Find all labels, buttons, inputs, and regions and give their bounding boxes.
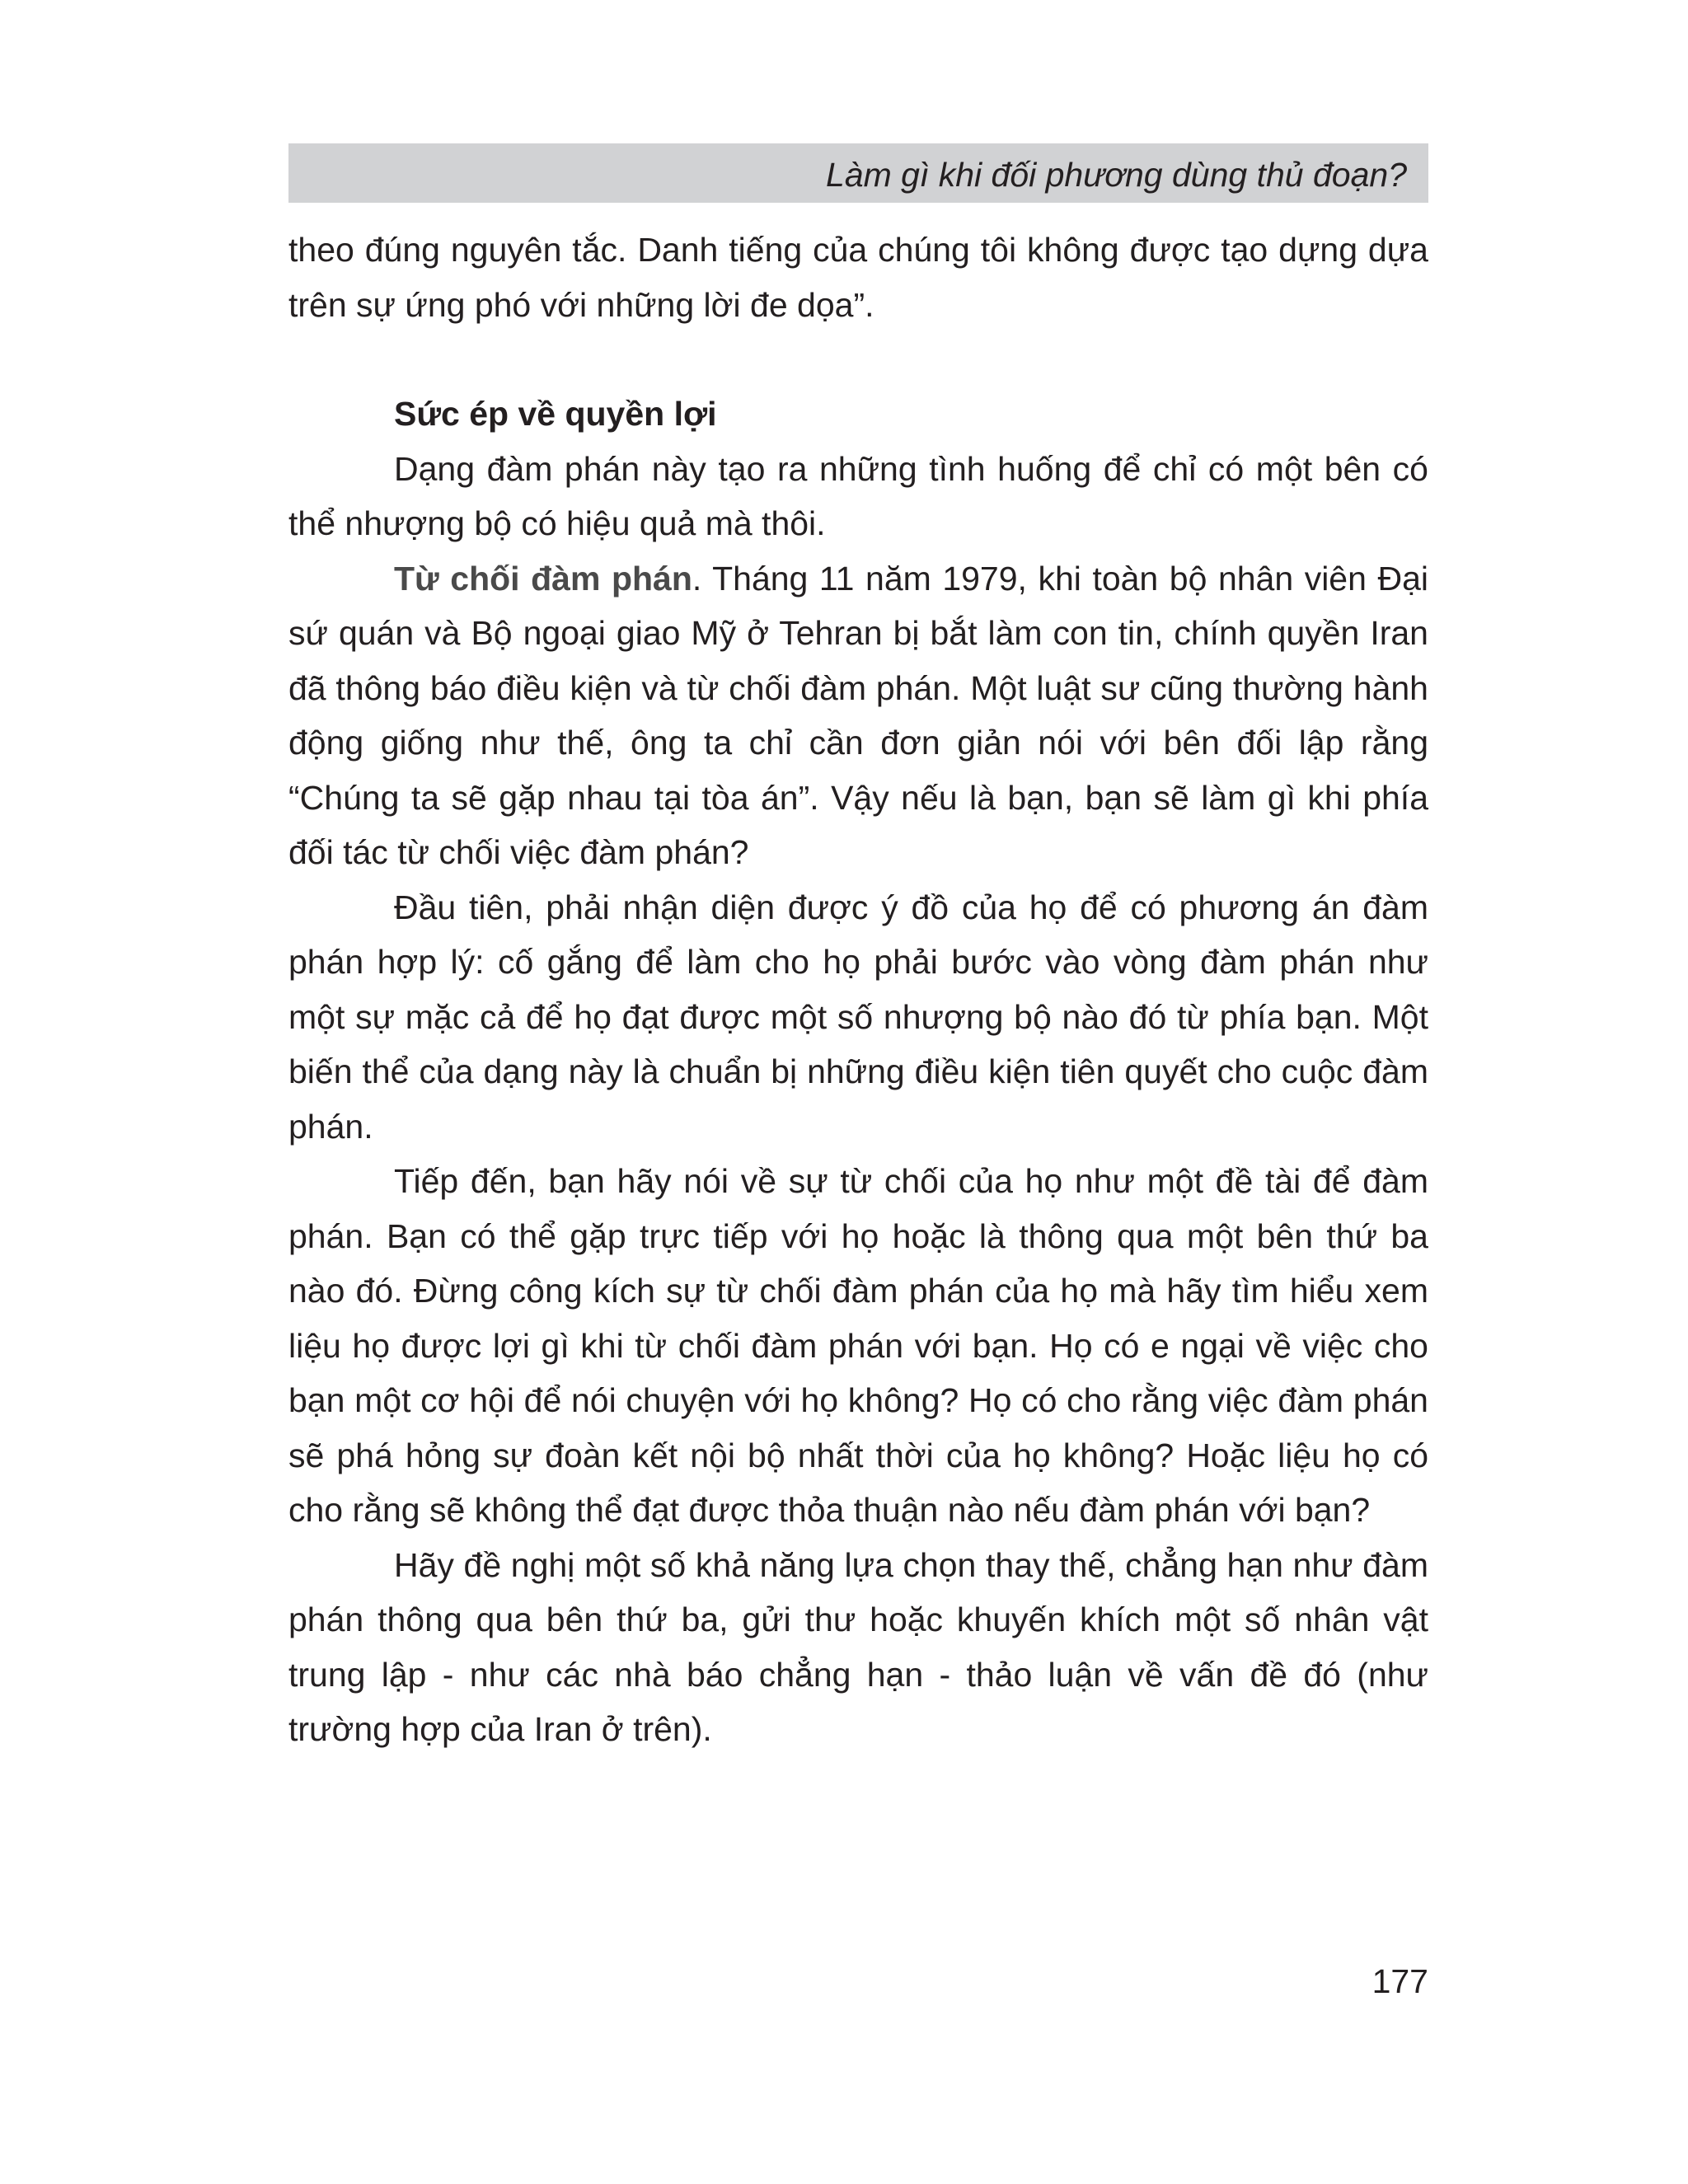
lead-paragraph: theo đúng nguyên tắc. Danh tiếng của chúng tôi không được tạo dựng dựa trên sự ứng phó với những lời đe dọa”. bbox=[288, 231, 1428, 324]
paragraph-5: Hãy đề nghị một số khả năng lựa chọn thay thế, chẳng hạn như đàm phán thông qua bên thứ ba, gửi thư hoặc khuyến khích một số nhân vật trung lập - như các nhà báo chẳng hạn - thảo luận về vấn đề đó (như trường hợp của Iran ở trên). bbox=[288, 1545, 1428, 1748]
page-number: 177 bbox=[1372, 1962, 1428, 2000]
paragraph-2 bbox=[288, 551, 1428, 880]
paragraph-2-text: . Tháng 11 năm 1979, khi toàn bộ nhân viên Đại sứ quán và Bộ ngoại giao Mỹ ở Tehran bị bắt làm con tin, chính quyền Iran đã thông báo điều kiện và từ chối đàm phán. Một luật sư cũng thường hành động giống như thế, ông ta chỉ cần đơn giản nói với bên đối lập rằng “Chúng ta sẽ gặp nhau tại tòa án”. Vậy nếu là bạn, bạn sẽ làm gì khi phía đối tác từ chối việc đàm phán? bbox=[288, 559, 1428, 871]
page-body bbox=[288, 223, 1428, 1757]
running-header-title: Làm gì khi đối phương dùng thủ đoạn? bbox=[825, 156, 1407, 194]
running-header bbox=[288, 143, 1428, 203]
paragraph-1: Dạng đàm phán này tạo ra những tình huống để chỉ có một bên có thể nhượng bộ có hiệu quả mà thôi. bbox=[288, 449, 1428, 542]
section-heading: Sức ép về quyền lợi bbox=[394, 395, 717, 433]
run-in-heading: Từ chối đàm phán bbox=[394, 559, 692, 598]
paragraph-3: Đầu tiên, phải nhận diện được ý đồ của họ để có phương án đàm phán hợp lý: cố gắng để làm cho họ phải bước vào vòng đàm phán như một sự mặc cả để họ đạt được một số nhượng bộ nào đó từ phía bạn. Một biến thể của dạng này là chuẩn bị những điều kiện tiên quyết cho cuộc đàm phán. bbox=[288, 888, 1428, 1146]
paragraph-4: Tiếp đến, bạn hãy nói về sự từ chối của họ như một đề tài để đàm phán. Bạn có thể gặp trực tiếp với họ hoặc là thông qua một bên thứ ba nào đó. Đừng công kích sự từ chối đàm phán của họ mà hãy tìm hiểu xem liệu họ được lợi gì khi từ chối đàm phán với bạn. Họ có e ngại về việc cho bạn một cơ hội để nói chuyện với họ không? Họ có cho rằng việc đàm phán sẽ phá hỏng sự đoàn kết nội bộ nhất thời của họ không? Hoặc liệu họ có cho rằng sẽ không thể đạt được thỏa thuận nào nếu đàm phán với bạn? bbox=[288, 1162, 1428, 1529]
